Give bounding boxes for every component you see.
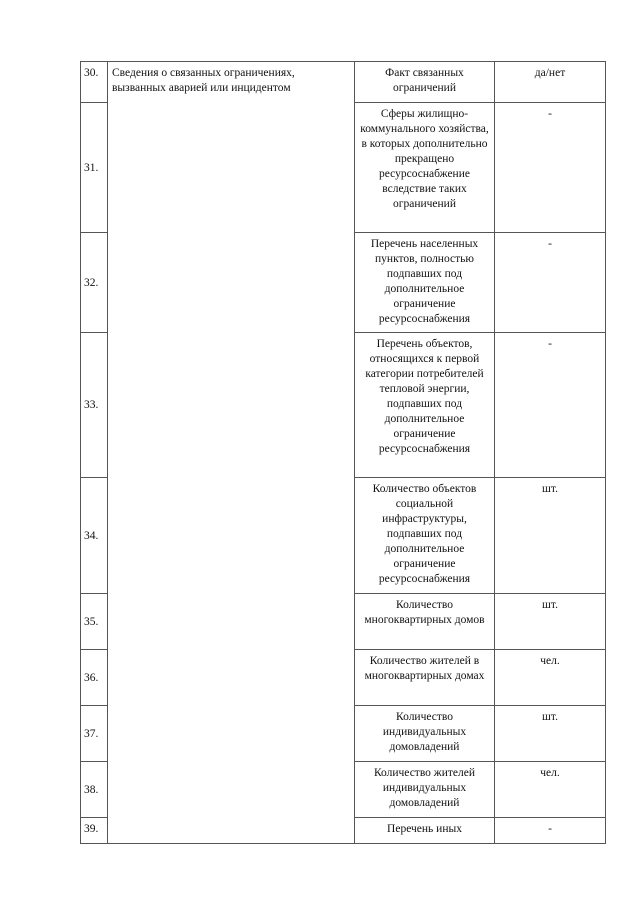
unit-cell: шт. <box>495 478 606 594</box>
row-number: 37. <box>81 706 108 762</box>
unit-cell: - <box>495 233 606 333</box>
unit-cell: да/нет <box>495 62 606 103</box>
row-number: 36. <box>81 650 108 706</box>
indicator-cell: Перечень иных <box>355 818 495 844</box>
unit-cell: - <box>495 818 606 844</box>
row-number: 31. <box>81 103 108 233</box>
unit-cell: чел. <box>495 650 606 706</box>
indicator-cell: Количество жителей в многоквартирных домах <box>355 650 495 706</box>
row-number: 32. <box>81 233 108 333</box>
indicator-cell: Факт связанных ограничений <box>355 62 495 103</box>
indicator-cell: Сферы жилищно-коммунального хозяйства, в которых дополнительно прекращено ресурсоснабжение вследствие таких ограничений <box>355 103 495 233</box>
row-number: 33. <box>81 333 108 478</box>
data-table <box>80 61 606 844</box>
unit-cell: - <box>495 333 606 478</box>
row-number: 38. <box>81 762 108 818</box>
indicator-cell: Количество многоквартирных домов <box>355 594 495 650</box>
table-row <box>81 62 606 103</box>
row-number: 35. <box>81 594 108 650</box>
indicator-cell: Количество индивидуальных домовладений <box>355 706 495 762</box>
group-description: Сведения о связанных ограничениях, вызванных аварией или инцидентом <box>108 62 355 844</box>
indicator-cell: Количество объектов социальной инфраструктуры, подпавших под дополнительное ограничение ресурсоснабжения <box>355 478 495 594</box>
unit-cell: чел. <box>495 762 606 818</box>
row-number: 34. <box>81 478 108 594</box>
unit-cell: - <box>495 103 606 233</box>
indicator-cell: Перечень населенных пунктов, полностью подпавших под дополнительное ограничение ресурсоснабжения <box>355 233 495 333</box>
unit-cell: шт. <box>495 594 606 650</box>
unit-cell: шт. <box>495 706 606 762</box>
indicator-cell: Количество жителей индивидуальных домовладений <box>355 762 495 818</box>
indicator-cell: Перечень объектов, относящихся к первой категории потребителей тепловой энергии, подпавших под дополнительное ограничение ресурсоснабжения <box>355 333 495 478</box>
row-number: 30. <box>81 62 108 103</box>
row-number: 39. <box>81 818 108 844</box>
